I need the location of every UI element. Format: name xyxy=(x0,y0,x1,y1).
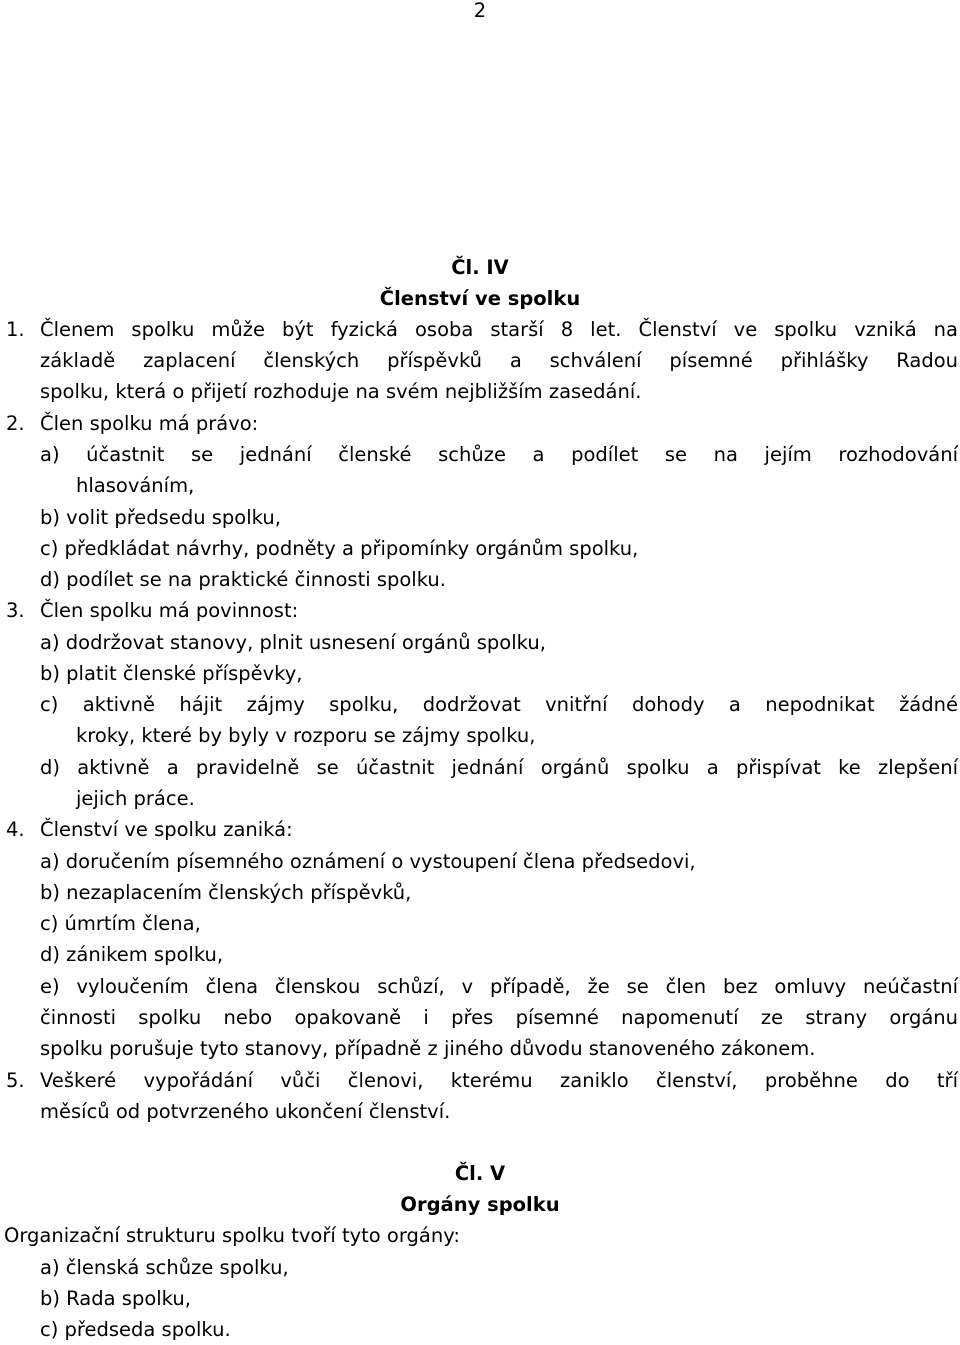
point-2-item-c: c) předkládat návrhy, podněty a připomínky orgánům spolku, xyxy=(40,537,639,560)
point-4-item-e-line-3: spolku porušuje tyto stanovy, případně z jiného důvodu stanoveného zákonem. xyxy=(40,1037,816,1060)
organs-item-a: a) členská schůze spolku, xyxy=(40,1256,289,1279)
organs-item-c: c) předseda spolku. xyxy=(40,1318,231,1341)
point-4-item-e-line-2: činnosti spolku nebo opakovaně i přes písemné napomenutí ze strany orgánu xyxy=(40,1006,958,1029)
point-4-heading: Členství ve spolku zaniká: xyxy=(40,818,293,841)
point-3-item-c-line-2: kroky, které by byly v rozporu se zájmy spolku, xyxy=(76,724,536,747)
article-number-v: Čl. V xyxy=(454,1162,506,1185)
section-title-membership: Členství ve spolku xyxy=(379,287,581,310)
point-3-item-d-line-1: d) aktivně a pravidelně se účastnit jednání orgánů spolku a přispívat ke zlepšení xyxy=(40,756,958,779)
point-2-item-b: b) volit předsedu spolku, xyxy=(40,506,281,529)
organs-intro: Organizační strukturu spolku tvoří tyto orgány: xyxy=(4,1224,460,1247)
point-1-line-2: základě zaplacení členských příspěvků a schválení písemné přihlášky Radou xyxy=(40,349,958,372)
page-number: 2 xyxy=(473,0,487,22)
point-4-item-e-line-1: e) vyloučením člena členskou schůzí, v případě, že se člen bez omluvy neúčastní xyxy=(40,975,958,998)
organs-item-b: b) Rada spolku, xyxy=(40,1287,191,1310)
point-3-item-c-line-1: c) aktivně hájit zájmy spolku, dodržovat vnitřní dohody a nepodnikat žádné xyxy=(40,693,958,716)
point-3-number: 3. xyxy=(6,599,25,622)
point-2-item-a-line-1: a) účastnit se jednání členské schůze a podílet se na jejím rozhodování xyxy=(40,443,958,466)
point-5-line-1: Veškeré vypořádání vůči členovi, kterému zaniklo členství, proběhne do tří xyxy=(40,1069,958,1092)
point-3-heading: Člen spolku má povinnost: xyxy=(40,599,299,622)
point-4-item-b: b) nezaplacením členských příspěvků, xyxy=(40,881,412,904)
point-4-item-c: c) úmrtím člena, xyxy=(40,912,201,935)
point-2-number: 2. xyxy=(6,412,25,435)
point-4-item-d: d) zánikem spolku, xyxy=(40,943,224,966)
point-5-number: 5. xyxy=(6,1069,25,1092)
point-4-number: 4. xyxy=(6,818,25,841)
point-2-item-a-line-2: hlasováním, xyxy=(76,474,195,497)
point-3-item-a: a) dodržovat stanovy, plnit usnesení orgánů spolku, xyxy=(40,631,546,654)
section-title-organs: Orgány spolku xyxy=(400,1193,560,1216)
point-2-item-d: d) podílet se na praktické činnosti spolku. xyxy=(40,568,446,591)
point-4-item-a: a) doručením písemného oznámení o vystoupení člena předsedovi, xyxy=(40,850,696,873)
article-number-iv: Čl. IV xyxy=(451,256,509,279)
point-3-item-d-line-2: jejich práce. xyxy=(76,787,195,810)
point-1-number: 1. xyxy=(6,318,25,341)
point-1-line-1: Členem spolku může být fyzická osoba starší 8 let. Členství ve spolku vzniká na xyxy=(40,318,958,341)
point-1-line-3: spolku, která o přijetí rozhoduje na svém nejbližším zasedání. xyxy=(40,380,642,403)
point-2-heading: Člen spolku má právo: xyxy=(40,412,259,435)
point-5-line-2: měsíců od potvrzeného ukončení členství. xyxy=(40,1100,451,1123)
point-3-item-b: b) platit členské příspěvky, xyxy=(40,662,303,685)
